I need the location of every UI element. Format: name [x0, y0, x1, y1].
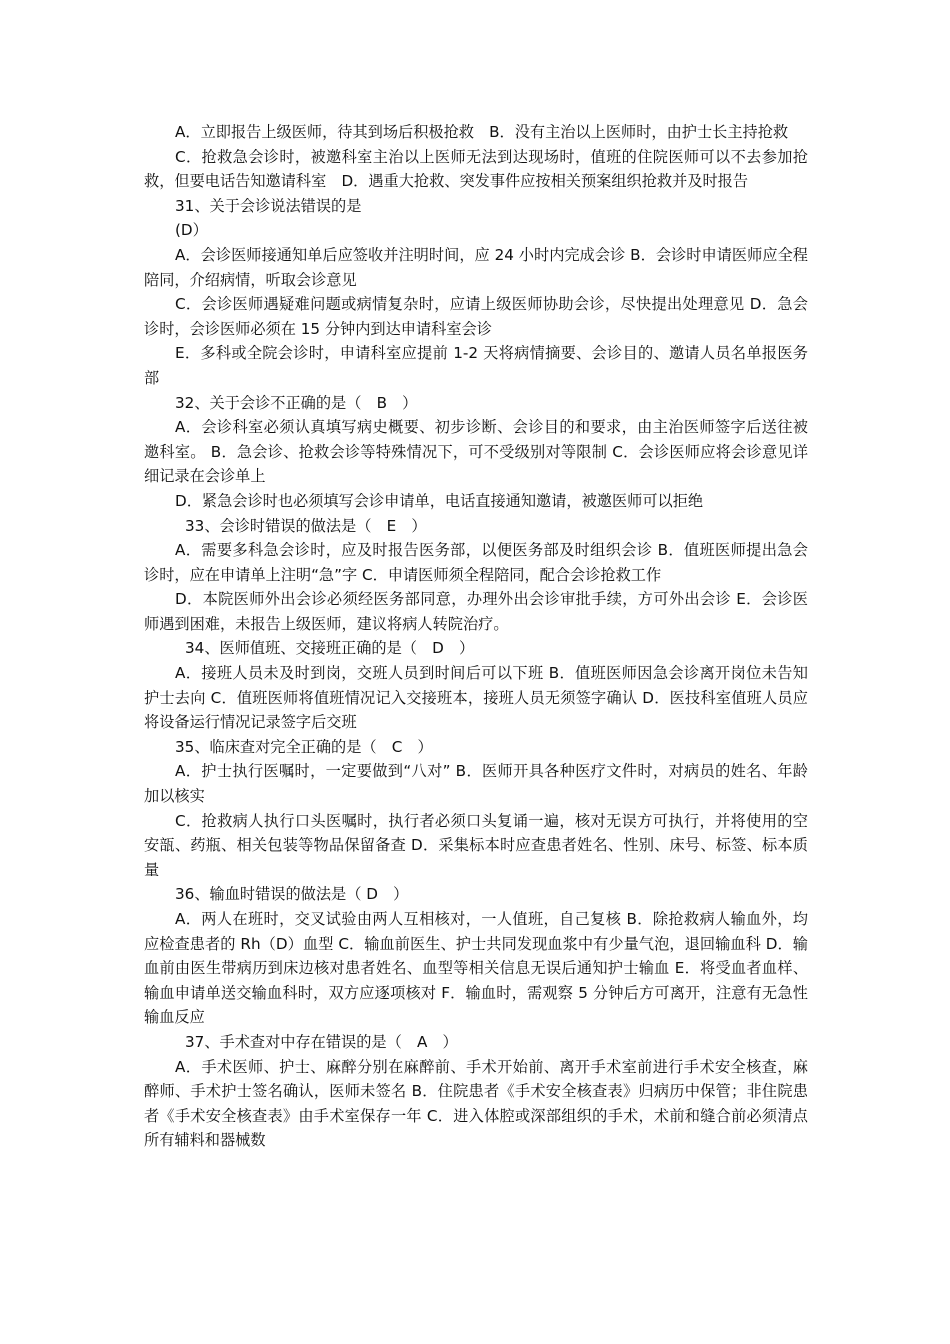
question-36: 36、输血时错误的做法是（ D ） [175, 885, 409, 904]
option-paragraph: A．手术医师、护士、麻醉分别在麻醉前、手术开始前、离开手术室前进行手术安全核查，麻醉师、手术护士签名确认，医师未签名 B．住院患者《手术安全核查表》归病历中保管；非住院患者《手术安全核查表》由手术室保存一年 C．进入体腔或深部组织的手术，术前和缝合前必须清点所有辅料和器械数 [144, 1057, 808, 1150]
question-31: 31、关于会诊说法错误的是 [175, 196, 362, 215]
option-paragraph: A．两人在班时，交叉试验由两人互相核对，一人值班，自己复核 B．除抢救病人输血外，均应检查患者的 Rh（D）血型 C．输血前医生、护士共同发现血浆中有少量气泡，退回输血科 D．输血前由医生带病历到床边核对患者姓名、血型等相关信息无误后通知护士输血 E．将受血者血样、输血申请单送交输血科时，双方应逐项核对 F．输血时，需观察 5 分钟后方可离开，注意有无急性输血反应 [144, 910, 808, 1027]
question-35: 35、临床查对完全正确的是（ C ） [175, 737, 433, 756]
option-paragraph: A．接班人员未及时到岗，交班人员到时间后可以下班 B．值班医师因急会诊离开岗位未告知护士去向 C．值班医师将值班情况记入交接班本，接班人员无须签字确认 D．医技科室值班人员应将设备运行情况记录签字后交班 [144, 664, 808, 732]
option-paragraph: A．需要多科急会诊时，应及时报告医务部，以便医务部及时组织会诊 B．值班医师提出急会诊时，应在申请单上注明“急”字 C．申请医师须全程陪同，配合会诊抢救工作 [144, 541, 808, 584]
option-paragraph: A．会诊医师接通知单后应签收并注明时间，应 24 小时内完成会诊 B．会诊时申请医师应全程陪同，介绍病情，听取会诊意见 [144, 245, 808, 289]
option-paragraph: A．护士执行医嘱时，一定要做到“八对” B．医师开具各种医疗文件时，对病员的姓名、年龄加以核实 [144, 762, 808, 806]
option-paragraph: C．会诊医师遇疑难问题或病情复杂时，应请上级医师协助会诊，尽快提出处理意见 D．急会诊时，会诊医师必须在 15 分钟内到达申请科室会诊 [144, 295, 808, 338]
option-paragraph: A．立即报告上级医师，待其到场后积极抢救 B．没有主治以上医师时，由护士长主持抢救 [175, 123, 789, 141]
option-paragraph: C．抢救病人执行口头医嘱时，执行者必须口头复诵一遍，核对无误方可执行，并将使用的空安瓿、药瓶、相关包装等物品保留备查 D．采集标本时应查患者姓名、性别、床号、标签、标本质量 [144, 811, 808, 879]
option-paragraph: E．多科或全院会诊时，申请科室应提前 1-2 天将病情摘要、会诊目的、邀请人员名单报医务部 [144, 344, 808, 387]
option-paragraph: C．抢救急会诊时，被邀科室主治以上医师无法到达现场时，值班的住院医师可以不去参加抢救，但要电话告知邀请科室 D．遇重大抢救、突发事件应按相关预案组织抢救并及时报告 [144, 147, 808, 191]
question-32: 32、关于会诊不正确的是（ B ） [175, 393, 418, 412]
option-paragraph: D．紧急会诊时也必须填写会诊申请单，电话直接通知邀请，被邀医师可以拒绝 [175, 491, 704, 510]
question-34: 34、医师值班、交接班正确的是（ D ） [185, 639, 475, 658]
question-33: 33、会诊时错误的做法是（ E ） [185, 516, 427, 535]
answer-31: (D） [175, 221, 208, 240]
question-37: 37、手术查对中存在错误的是（ A ） [185, 1032, 458, 1051]
option-paragraph: D．本院医师外出会诊必须经医务部同意，办理外出会诊审批手续，方可外出会诊 E．会诊医师遇到困难，未报告上级医师，建议将病人转院治疗。 [144, 590, 808, 633]
document-page [144, 120, 808, 1153]
option-paragraph: A．会诊科室必须认真填写病史概要、初步诊断、会诊目的和要求，由主治医师签字后送往被邀科室。 B．急会诊、抢救会诊等特殊情况下，可不受级别对等限制 C．会诊医师应将会诊意见详细记录在会诊单上 [144, 418, 808, 486]
